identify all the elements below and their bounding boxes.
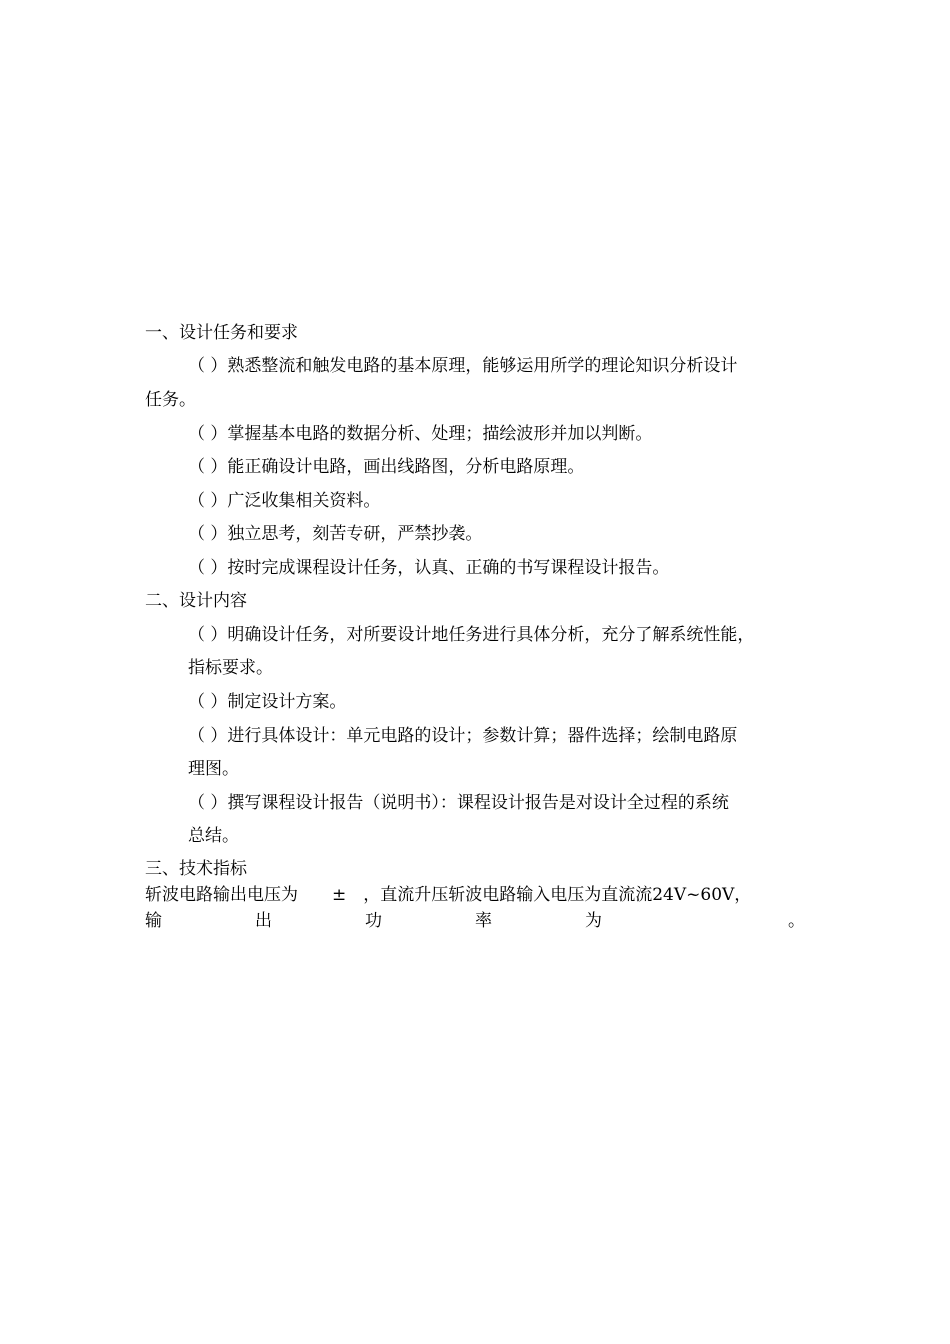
s1-item-1-cont: 任务。 [145, 390, 196, 410]
s1-item-5: （ ）独立思考，刻苦专研，严禁抄袭。 [188, 524, 483, 544]
s2-item-3-cont: 理图。 [188, 759, 239, 779]
s3-spec-period: 。 [788, 911, 805, 931]
s2-item-4-cont: 总结。 [188, 826, 239, 846]
section-heading-3: 三、技术指标 [145, 859, 247, 879]
s1-item-4: （ ）广泛收集相关资料。 [188, 491, 381, 511]
s2-item-3: （ ）进行具体设计：单元电路的设计；参数计算；器件选择；绘制电路原 [188, 726, 738, 746]
s3-spec-line-1: 斩波电路输出电压为 ± ，直流升压斩波电路输入电压为直流流24V~60V， [145, 885, 752, 905]
s3-spec-word: 率 [475, 911, 492, 931]
s2-item-1-cont: 指标要求。 [188, 658, 273, 678]
s2-item-1: （ ）明确设计任务，对所要设计地任务进行具体分析，充分了解系统性能， [188, 625, 755, 645]
s3-spec-word: 功 [365, 911, 382, 931]
s3-spec-word: 为 [585, 911, 602, 931]
s3-spec-line-2 [145, 910, 805, 932]
s3-spec-word: 输 [145, 911, 162, 931]
s1-item-2: （ ）掌握基本电路的数据分析、处理；描绘波形并加以判断。 [188, 424, 653, 444]
s1-item-1: （ ）熟悉整流和触发电路的基本原理，能够运用所学的理论知识分析设计 [188, 356, 738, 376]
s2-item-4: （ ）撰写课程设计报告（说明书）：课程设计报告是对设计全过程的系统 [188, 793, 729, 813]
section-heading-2: 二、设计内容 [145, 591, 247, 611]
s3-spec-word: 出 [255, 911, 272, 931]
s2-item-2: （ ）制定设计方案。 [188, 692, 347, 712]
s1-item-6: （ ）按时完成课程设计任务，认真、正确的书写课程设计报告。 [188, 558, 670, 578]
s1-item-3: （ ）能正确设计电路，画出线路图，分析电路原理。 [188, 457, 585, 477]
section-heading-1: 一、设计任务和要求 [145, 323, 298, 343]
